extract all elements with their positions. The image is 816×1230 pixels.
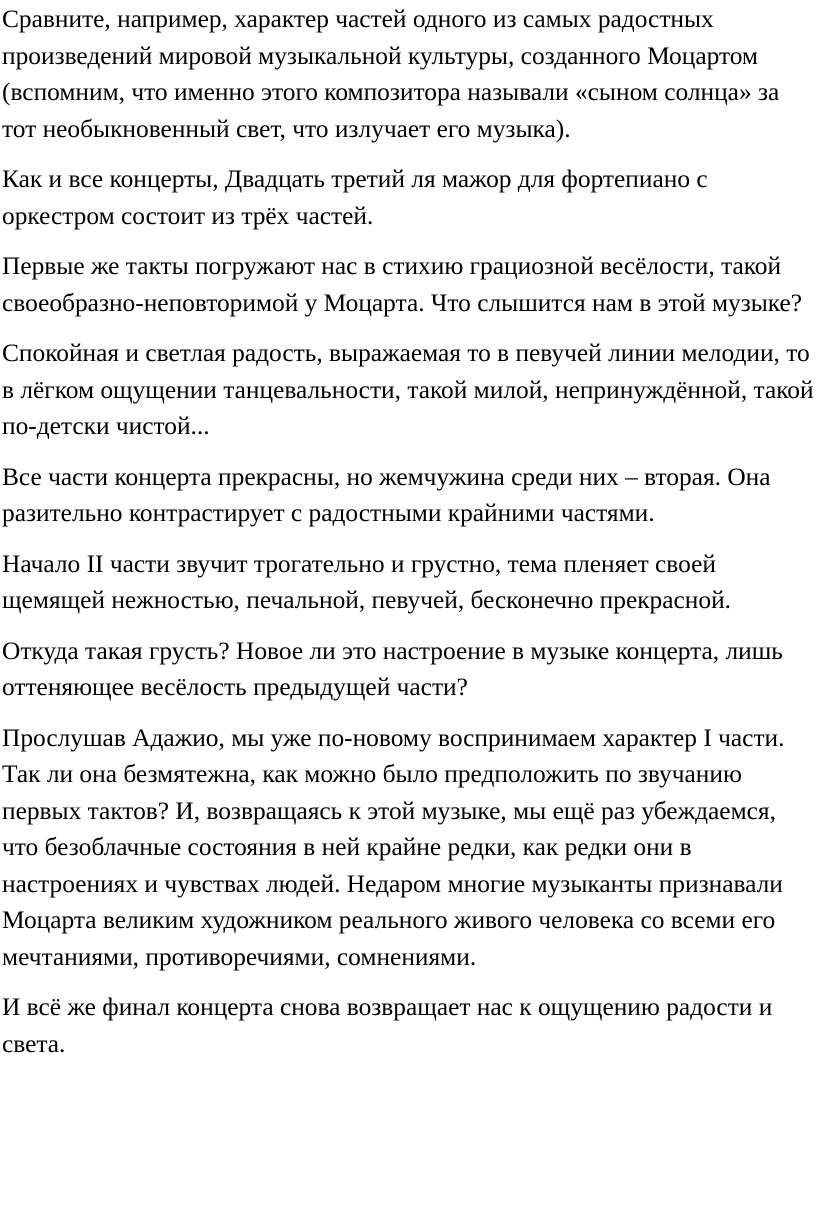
paragraph-6: Начало II части звучит трогательно и грустно, тема пленяет своей щемящей нежностью, печальной, певучей, бесконечно прекрасной. xyxy=(2,549,732,614)
paragraph-5: Все части концерта прекрасны, но жемчужина среди них – вторая. Она разительно контрастирует с радостными крайними частями. xyxy=(2,462,771,527)
paragraph-2: Как и все концерты, Двадцать третий ля мажор для фортепиано с оркестром состоит из трёх частей. xyxy=(2,165,708,230)
paragraph-3: Первые же такты погружают нас в стихию грациозной весёлости, такой своеобразно-неповторимой у Моцарта. Что слышится нам в этой музыке? xyxy=(2,252,803,317)
paragraph-7: Откуда такая грусть? Новое ли это настроение в музыке концерта, лишь оттеняющее весёлость предыдущей части? xyxy=(2,636,783,701)
paragraph-9: И всё же финал концерта снова возвращает нас к ощущению радости и света. xyxy=(2,993,773,1058)
paragraph-4: Спокойная и светлая радость, выражаемая то в певучей линии мелодии, то в лёгком ощущении танцевальности, такой милой, непринуждённой, такой по-детски чистой... xyxy=(2,339,814,440)
paragraph-1: Сравните, например, характер частей одного из самых радостных произведений мировой музыкальной культуры, созданного Моцартом (вспомним, что именно этого композитора называли «сыном солнца» за тот необыкновенный свет, что излучает его музыка). xyxy=(2,5,780,143)
paragraph-8: Прослушав Адажио, мы уже по-новому воспринимаем характер I части. Так ли она безмятежна, как можно было предположить по звучанию первых тактов? И, возвращаясь к этой музыке, мы ещё раз убеждаемся, что безоблачные состояния в ней крайне редки, как редки они в настроениях и чувствах людей. Недаром многие музыканты признавали Моцарта великим художником реального живого человека со всеми его мечтаниями, противоречиями, сомнениями. xyxy=(2,723,785,971)
